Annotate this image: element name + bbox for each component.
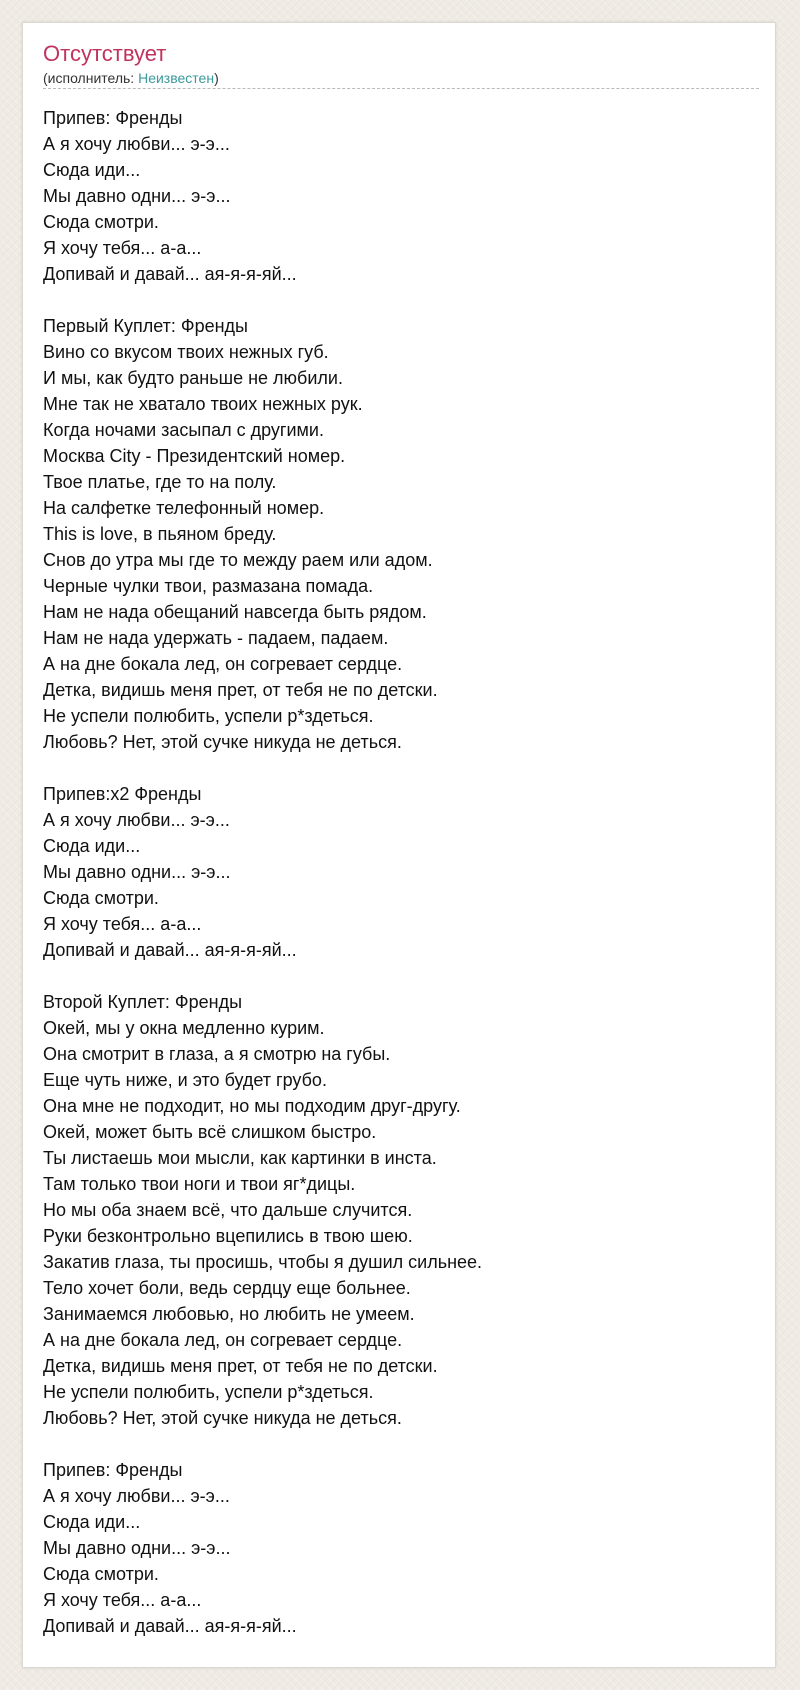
artist-prefix: (исполнитель: (43, 70, 139, 86)
lyric-line: Там только твои ноги и твои яг*дицы. (43, 1174, 356, 1194)
lyric-line: Любовь? Нет, этой сучке никуда не деться. (43, 1408, 402, 1428)
lyric-line: Закатив глаза, ты просишь, чтобы я душил сильнее. (43, 1252, 483, 1272)
lyric-line: Снов до утра мы где то между раем или адом. (43, 550, 433, 570)
lyric-line: Но мы оба знаем всё, что дальше случится. (43, 1200, 413, 1220)
artist-line (43, 69, 759, 89)
lyric-line: Сюда смотри. (43, 888, 159, 908)
lyric-line: Сюда иди... (43, 160, 141, 180)
lyric-line: Мы давно одни... э-э... (43, 186, 231, 206)
lyric-line: Сюда смотри. (43, 212, 159, 232)
lyric-line: Вино со вкусом твоих нежных губ. (43, 342, 329, 362)
lyric-line: Допивай и давай... ая-я-я-яй... (43, 264, 297, 284)
lyric-line: Она смотрит в глаза, а я смотрю на губы. (43, 1044, 391, 1064)
lyric-line: Окей, мы у окна медленно курим. (43, 1018, 325, 1038)
lyrics-card (22, 22, 776, 1668)
lyric-line: Нам не нада удержать - падаем, падаем. (43, 628, 389, 648)
lyric-line: Мы давно одни... э-э... (43, 1538, 231, 1558)
lyric-line: Я хочу тебя... а-а... (43, 238, 202, 258)
lyric-line: Сюда смотри. (43, 1564, 159, 1584)
lyric-line: Мне так не хватало твоих нежных рук. (43, 394, 363, 414)
lyric-line: Не успели полюбить, успели р*здеться. (43, 706, 374, 726)
lyric-line: Второй Куплет: Френды (43, 992, 243, 1012)
lyric-line: This is love, в пьяном бреду. (43, 524, 277, 544)
artist-link[interactable]: Неизвестен (138, 70, 215, 86)
lyric-line: Первый Куплет: Френды (43, 316, 248, 336)
lyric-line: Я хочу тебя... а-а... (43, 1590, 202, 1610)
lyric-line: Она мне не подходит, но мы подходим друг-другу. (43, 1096, 461, 1116)
lyric-line: А я хочу любви... э-э... (43, 134, 230, 154)
lyric-line: Детка, видишь меня прет, от тебя не по детски. (43, 1356, 438, 1376)
lyric-line: А я хочу любви... э-э... (43, 1486, 230, 1506)
lyric-line: А на дне бокала лед, он согревает сердце. (43, 1330, 403, 1350)
artist-suffix: ) (214, 70, 219, 86)
lyric-line: Припев: Френды (43, 1460, 183, 1480)
lyric-line: Припев: Френды (43, 108, 183, 128)
lyric-line: Сюда иди... (43, 1512, 141, 1532)
stanza-break (43, 963, 759, 989)
lyric-line: Припев:x2 Френды (43, 784, 202, 804)
lyric-line: Черные чулки твои, размазана помада. (43, 576, 374, 596)
lyric-line: Не успели полюбить, успели р*здеться. (43, 1382, 374, 1402)
stanza-break (43, 755, 759, 781)
lyric-line: Ты листаешь мои мысли, как картинки в инста. (43, 1148, 437, 1168)
lyric-line: Сюда иди... (43, 836, 141, 856)
lyric-line: Любовь? Нет, этой сучке никуда не деться. (43, 732, 402, 752)
lyric-line: Допивай и давай... ая-я-я-яй... (43, 940, 297, 960)
lyric-line: Тело хочет боли, ведь сердцу еще больнее. (43, 1278, 411, 1298)
lyric-line: Окей, может быть всё слишком быстро. (43, 1122, 377, 1142)
stanza-break (43, 1431, 759, 1457)
lyric-line: Когда ночами засыпал с другими. (43, 420, 324, 440)
lyrics-text (43, 105, 759, 1639)
lyric-line: А на дне бокала лед, он согревает сердце. (43, 654, 403, 674)
lyric-line: И мы, как будто раньше не любили. (43, 368, 343, 388)
lyric-line: Москва City - Президентский номер. (43, 446, 346, 466)
stanza-break (43, 287, 759, 313)
lyric-line: Еще чуть ниже, и это будет грубо. (43, 1070, 327, 1090)
lyric-line: На салфетке телефонный номер. (43, 498, 325, 518)
lyric-line: Нам не нада обещаний навсегда быть рядом. (43, 602, 427, 622)
lyric-line: Допивай и давай... ая-я-я-яй... (43, 1616, 297, 1636)
lyric-line: Мы давно одни... э-э... (43, 862, 231, 882)
song-title: Отсутствует (43, 41, 167, 66)
lyric-line: Твое платье, где то на полу. (43, 472, 277, 492)
lyric-line: Занимаемся любовью, но любить не умеем. (43, 1304, 415, 1324)
song-header (43, 41, 759, 89)
lyric-line: Детка, видишь меня прет, от тебя не по детски. (43, 680, 438, 700)
lyric-line: Руки безконтрольно вцепились в твою шею. (43, 1226, 413, 1246)
lyric-line: А я хочу любви... э-э... (43, 810, 230, 830)
lyric-line: Я хочу тебя... а-а... (43, 914, 202, 934)
